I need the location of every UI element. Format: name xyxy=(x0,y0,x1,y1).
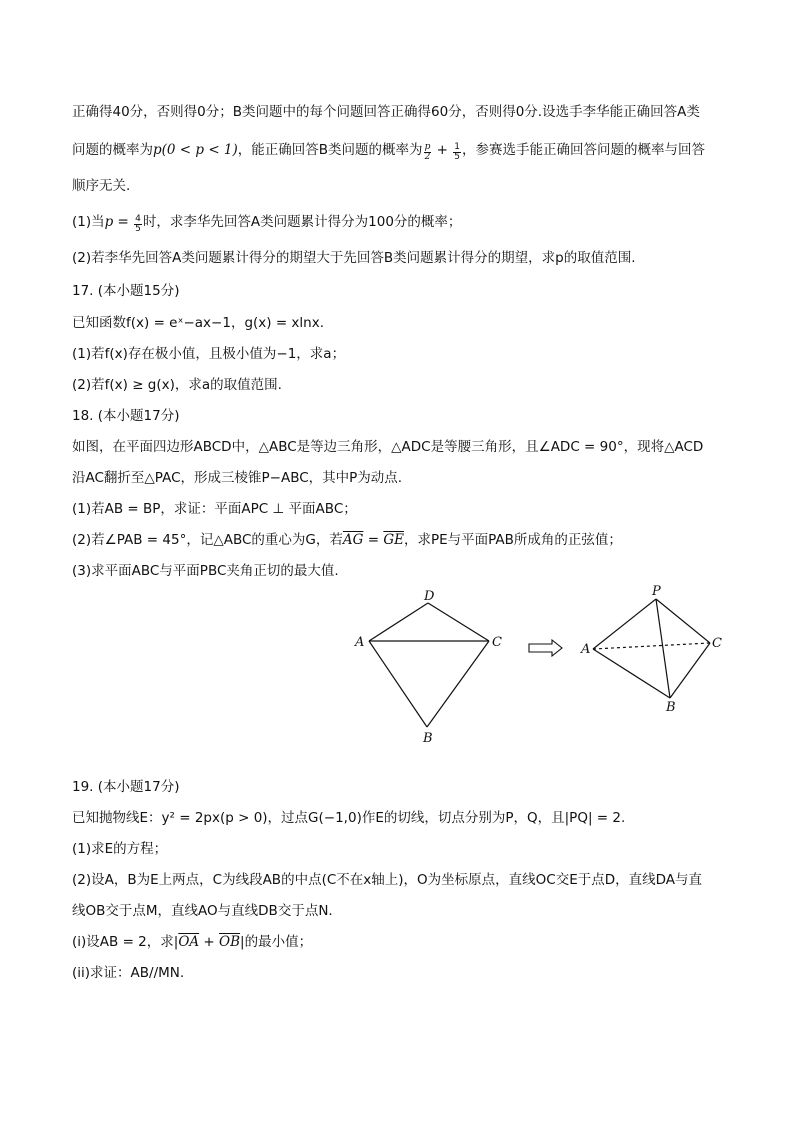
q19-part-2-line-1: (2)设A，B为E上两点，C为线段AB的中点(C不在x轴上)，O为坐标原点，直线OC交E于点D，直线DA与直 xyxy=(72,872,703,888)
q16-part-1-p: p = xyxy=(104,214,134,230)
q16-frac-p-over-2: $\frac{p}{2}$ xyxy=(424,142,431,162)
edge-ac-hidden xyxy=(593,643,710,649)
label-p: P xyxy=(652,584,661,599)
q16-line-2d: ，参赛选手能正确回答问题的概率与回答 xyxy=(461,142,705,158)
q16-p-range: p(0 < p < 1) xyxy=(153,142,238,158)
q19-part-ii: (ii)求证：AB//MN. xyxy=(72,965,185,981)
q16-part-2: (2)若李华先回答A类问题累计得分的期望大于先回答B类问题累计得分的期望，求p的取值范围. xyxy=(72,250,636,266)
q18-part-2-a: (2)若∠PAB = 45°，记△ABC的重心为G，若 xyxy=(72,532,343,548)
q16-frac-4-over-5: $\frac{4}{5}$ xyxy=(135,214,141,234)
q16-line-2 xyxy=(72,141,734,162)
q19-part-i-a: (i)设AB = 2，求| xyxy=(72,934,179,950)
q16-line-3: 顺序无关. xyxy=(72,178,131,194)
fold-arrow-icon xyxy=(529,640,562,656)
edge-pb xyxy=(656,599,670,698)
label-b-right: B xyxy=(666,700,676,715)
label-d: D xyxy=(424,589,435,604)
tetrahedron-pabc-diagram xyxy=(593,599,710,698)
q18-stem-2: 沿AC翻折至△PAC，形成三棱锥P−ABC，其中P为动点. xyxy=(72,470,403,486)
edge-ad xyxy=(369,603,428,641)
q16-part-1 xyxy=(72,213,734,234)
q16-part-1-c: 时，求李华先回答A类问题累计得分为100分的概率； xyxy=(142,214,462,230)
label-a-left: A xyxy=(355,635,365,650)
quadrilateral-abcd-diagram xyxy=(369,603,489,727)
q17-part-1: (1)若f(x)存在极小值，且极小值为−1，求a； xyxy=(72,346,346,362)
vector-oa: $\overline{OA}$ xyxy=(178,934,200,950)
label-b-left: B xyxy=(423,731,433,746)
q18-figure xyxy=(340,580,740,750)
q17-stem: 已知函数f(x) = eˣ−ax−1，g(x) = xlnx. xyxy=(72,315,325,331)
q18-part-2 xyxy=(72,531,734,549)
q16-line-2a: 问题的概率为 xyxy=(72,142,153,158)
q16-line-2c: ，能正确回答B类问题的概率为 xyxy=(237,142,423,158)
q16-line-1: 正确得40分，否则得0分；B类问题中的每个问题回答正确得60分，否则得0分.设选手李华能正确回答A类 xyxy=(72,104,700,120)
q18-stem-1: 如图，在平面四边形ABCD中，△ABC是等边三角形，△ADC是等腰三角形，且∠ADC = 90°，现将△ACD xyxy=(72,439,704,455)
edge-pa xyxy=(593,599,656,649)
edge-dc xyxy=(428,603,489,641)
q16-frac-1-over-5: $\frac{1}{5}$ xyxy=(454,142,460,162)
q19-plus: + xyxy=(199,934,220,950)
q19-part-i xyxy=(72,933,734,951)
edge-ab xyxy=(369,641,427,727)
q16-part-1-a: (1)当 xyxy=(72,214,105,230)
label-c-right: C xyxy=(712,636,722,651)
vector-ge: $\overline{GE}$ xyxy=(383,532,404,548)
q19-part-i-b: |的最小值； xyxy=(240,934,313,950)
q19-part-1: (1)求E的方程； xyxy=(72,841,168,857)
q18-header: 18. (本小题17分) xyxy=(72,408,180,424)
edge-pc xyxy=(656,599,710,643)
q19-stem: 已知抛物线E：y² = 2px(p > 0)，过点G(−1,0)作E的切线，切点分别为P，Q，且|PQ| = 2. xyxy=(72,810,626,826)
edge-cb-3d xyxy=(670,643,710,698)
q18-equals: = xyxy=(363,532,384,548)
label-c-left: C xyxy=(492,635,502,650)
q19-header: 19. (本小题17分) xyxy=(72,779,180,795)
q18-part-3: (3)求平面ABC与平面PBC夹角正切的最大值. xyxy=(72,563,339,579)
q18-part-2-b: ，求PE与平面PAB所成角的正弦值； xyxy=(403,532,622,548)
q19-part-2-line-2: 线OB交于点M，直线AO与直线DB交于点N. xyxy=(72,903,333,919)
edge-ab-3d xyxy=(593,649,670,698)
q16-plus: + xyxy=(432,142,453,158)
q17-part-2: (2)若f(x) ≥ g(x)，求a的取值范围. xyxy=(72,377,282,393)
edge-cb xyxy=(427,641,489,727)
vector-ag: $\overline{AG}$ xyxy=(342,532,364,548)
vector-ob: $\overline{OB}$ xyxy=(219,934,241,950)
q18-part-1: (1)若AB = BP，求证：平面APC ⊥ 平面ABC； xyxy=(72,501,357,517)
label-a-right: A xyxy=(581,642,591,657)
q17-header: 17. (本小题15分) xyxy=(72,283,180,299)
